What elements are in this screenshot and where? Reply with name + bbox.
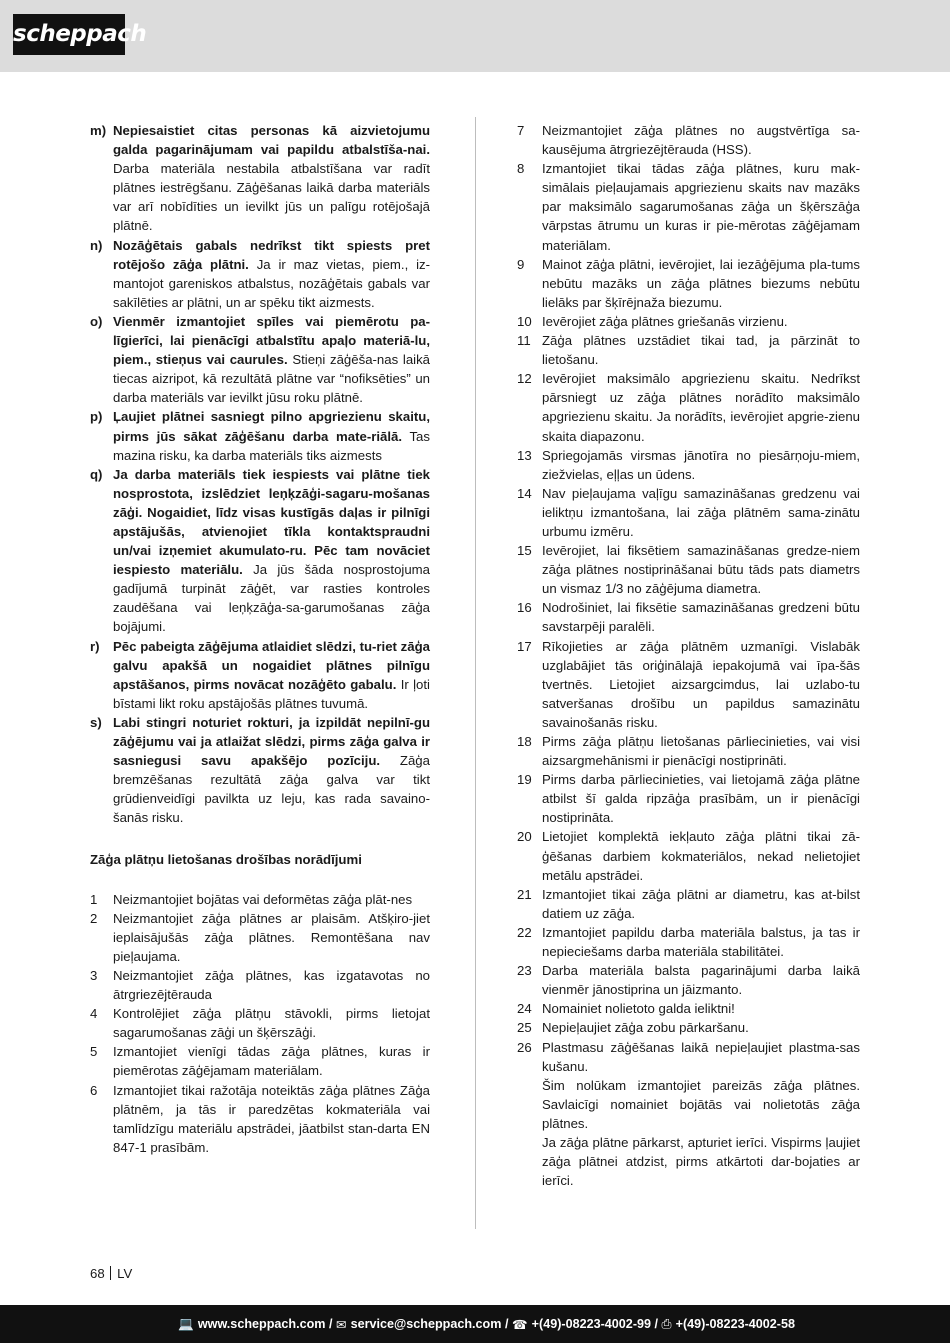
item-marker: o) [90,313,103,329]
item-marker: r) [90,638,100,654]
item-body [542,1018,860,1037]
email-link[interactable]: service@scheppach.com [350,1317,502,1331]
list-item [517,999,860,1018]
item-marker: n) [90,237,103,253]
item-body [542,923,860,961]
numbered-list-left [90,890,430,1157]
header-band [0,0,950,72]
list-item [90,713,430,828]
item-body [113,121,430,236]
item-marker: 14 [517,485,532,501]
item-body [113,713,430,828]
list-item [517,885,860,923]
list-item [517,1038,860,1191]
item-body [542,1038,860,1191]
item-text: Darba materiāla balsta pagarinājumi darba laikā vienmēr jānostiprina un jāizmanto. [542,963,860,998]
list-item [517,1018,860,1037]
item-regular-text: Darba materiāla nestabila atbalstīšana var radīt plātnes iestrēgšanu. Zāģēšanas laikā darba materiāls var arī nobīdīties un ievilkt jūs un palīgu rotējošajā plātnē. [113,161,430,234]
item-marker: 20 [517,829,532,845]
list-item [90,465,430,637]
item-body [542,484,860,541]
item-body [542,159,860,254]
item-marker: 18 [517,734,532,749]
item-text [113,121,430,236]
item-text: Kontrolējiet zāģa plātņu stāvokli, pirms lietojat sagarumošanas zāģi un šķērszāģi. [113,1006,430,1041]
item-marker: m) [90,123,107,138]
page-language: LV [117,1266,133,1281]
item-text: Neizmantojiet zāģa plātnes, kas izgatavotas no ātrgriezējtērauda [113,967,430,1003]
item-text [113,407,430,464]
list-item [517,732,860,770]
item-body [113,637,430,713]
item-bold-text: Ja darba materiāls tiek iespiests vai plātne tiek nosprostota, izslēdziet leņķzāģi-sagaru-mošanas zāģi. Nogaidiet, līdz visas kustīgās daļas ir pilnīgi apstājušās, atvienojiet tīkla kontaktspraudni un/vai izņemiet akumulato-ru. Pēc tam novāciet iespiesto materiālu. [113,466,430,578]
fax-number: +(49)-08223-4002-58 [675,1317,795,1331]
item-text: Izmantojiet papildu darba materiāla balstus, ja tas ir nepieciešams darba materiāla stabilitātei. [542,924,860,960]
phone-number: +(49)-08223-4002-99 [531,1317,652,1331]
item-marker: q) [90,466,103,482]
computer-icon: 💻 [178,1316,194,1331]
item-marker: 22 [517,924,532,940]
item-text [113,465,430,637]
list-item [517,159,860,254]
list-item [517,255,860,312]
alpha-list [90,121,430,827]
item-body [542,331,860,369]
item-marker: 25 [517,1020,532,1036]
item-text: Mainot zāģa plātni, ievērojiet, lai iezāģējuma pla-tums nebūtu mazāks un zāģa plātnes biezums nebūtu lielāks par šķīrējnaža biezumu. [542,256,860,310]
item-body [542,446,860,484]
item-marker: s) [90,714,102,730]
item-text: Spriegojamās virsmas jānotīra no piesārņoju-miem, ziežvielas, eļļas un ūdens. [542,447,860,482]
item-marker: 17 [517,638,532,654]
page-separator [110,1266,112,1280]
item-body [542,255,860,312]
item-body [113,1004,430,1042]
item-body [542,541,860,598]
list-item [517,541,860,598]
item-text [113,312,430,407]
website-link[interactable]: www.scheppach.com [197,1317,326,1331]
item-text: Izmantojiet tikai tādas zāģa plātnes, kuru mak-simālais pieļaujamais apgriezienu skaits nav mazāks par maksimālo sagarumošanas zāģa un šķērszāģa vārpstas ātrumu un kuras ir pie-mērotas zāģējamam materiālam. [542,161,860,253]
item-bold-text: Nepiesaistiet citas personas kā aizvietojumu galda pagarinājumam vai papildu atbalstīša-nai. [113,123,430,158]
item-text: Pirms darba pārliecinieties, vai lietojamā zāģa plātne atbilst šī galda ripzāģa prasībām, un ir pienācīgi nostiprināta. [542,772,860,826]
item-body [542,121,860,159]
contact-separator: / [325,1317,336,1331]
item-body [542,637,860,732]
list-item [517,312,860,331]
item-body [113,966,430,1004]
list-item [90,1081,430,1157]
item-text: Rīkojieties ar zāģa plātnēm uzmanīgi. Vislabāk uzglabājiet tās oriģinālajā iepakojumā vai īpa-šās tvertnēs. Lietojiet aizsargcimdus, lai uzlabo-tu satveršanas drošību un papildus samazinātu savainošanās risku. [542,638,860,730]
item-body [542,961,860,999]
numbered-list-right [517,121,860,1190]
item-bold-text: Vienmēr izmantojiet spīles vai piemērotu pa-līgierīci, lai pienācīgi atbalstītu apaļo materiā-lu, piem., stieņus vai caurules. [113,313,430,368]
item-body [113,465,430,637]
mail-icon: ✉ [336,1317,347,1332]
item-text: Nepieļaujiet zāģa zobu pārkaršanu. [542,1020,749,1036]
list-item [517,961,860,999]
item-bold-text: Pēc pabeigta zāģējuma atlaidiet slēdzi, tu-riet zāģa galvu apakšā un nogaidiet plātnes pilnīgu apstāšanos, pirms novācat nozāģēto gabalu. [113,638,430,692]
item-text: Pirms zāģa plātņu lietošanas pārliecinieties, vai visi aizsargmehānismi ir pienācīgi nostiprināti. [542,734,860,769]
list-item [517,446,860,484]
item-body [542,827,860,884]
item-marker: 21 [517,886,532,902]
item-body [113,909,430,966]
list-item [90,407,430,464]
item-paragraph: Ja zāģa plātne pārkarst, apturiet ierīci. Vispirms ļaujiet zāģa plātnei atdzist, pirms atkārtoti dar-bojaties ar ierīci. [542,1134,860,1189]
item-text [113,637,430,713]
list-item [517,484,860,541]
item-text: Neizmantojiet zāģa plātnes ar plaisām. Atšķiro-jiet ieplaisājušās zāģa plātnes. Remontēšana nav pieļaujama. [113,910,430,964]
item-marker: 3 [90,967,98,983]
column-divider [475,117,476,1229]
page-footer [90,1266,132,1281]
list-item [90,121,430,236]
list-item [517,923,860,961]
item-text: Ievērojiet, lai fiksētiem samazināšanas gredze-niem zāģa plātnes nostiprināšanai būtu tāds pats diametrs un vismaz 1/3 no zāģējuma diametra. [542,543,860,597]
item-body [542,732,860,770]
item-marker: 5 [90,1044,98,1060]
list-item [517,598,860,636]
item-text: Nomainiet nolietoto galda ieliktni! [542,1001,735,1017]
item-body [542,598,860,636]
item-text: Lietojiet komplektā iekļauto zāģa plātni tikai zā-ģēšanas darbiem kokmateriālos, nekad nelietojiet metālu apstrādei. [542,829,860,883]
list-item [517,331,860,369]
item-marker: 12 [517,371,532,387]
item-regular-text: Ja ir maz vietas, piem., iz-mantojot gareniskos atbalstus, nozāģētais gabals var sakīlēties ar plātni, un ar spēku tikt aizmests. [113,256,431,310]
item-body [542,770,860,827]
contact-separator: / [651,1317,662,1331]
item-body [542,885,860,923]
item-regular-text: Ir ļoti bīstami likt roku apstājošās plātnes tuvumā. [113,676,430,711]
item-marker: 1 [90,891,98,907]
item-marker: 26 [517,1039,532,1055]
item-marker: 15 [517,543,532,559]
item-body [113,890,430,909]
item-body [542,999,860,1018]
list-item [90,637,430,713]
item-paragraph: Šim nolūkam izmantojiet pareizās zāģa plātnes. Savlaicīgi nomainiet bojātās vai nolietotās zāģa plātnes. [542,1077,860,1131]
item-body [113,1081,430,1157]
contact-bar [0,1305,950,1343]
item-marker: 6 [90,1082,98,1098]
item-text: Neizmantojiet zāģa plātnes no augstvērtīga sa-kausējuma ātrgriezējtērauda (HSS). [542,123,860,158]
item-text: Izmantojiet tikai ražotāja noteiktās zāģa plātnes Zāģa plātnēm, ja tās ir paredzētas kokmateriāla vai tamlīdzīgu materiālu apstrādei, jāatbilst stan-darta EN 847-1 prasībām. [113,1082,430,1155]
item-body [113,1042,430,1080]
item-body [113,236,430,312]
list-item [517,369,860,445]
item-marker: 23 [517,963,532,979]
item-text: Neizmantojiet bojātas vai deformētas zāģa plāt-nes [113,891,413,907]
item-marker: 4 [90,1006,98,1022]
list-item [90,312,430,407]
item-bold-text: Labi stingri noturiet rokturi, ja izpildāt nepilnī-gu zāģējumu vai ja atlaižat slēdzi, pirms zāģa galva ir sasniegusi savu apakšējo pozīciju. [113,714,430,769]
item-marker: 8 [517,161,525,177]
item-body [542,312,860,331]
item-regular-text: Zāģa bremzēšanas rezultātā zāģa galva var tikt grūdienveidīgi pavilkta uz leju, kas rada savaino-šanās risku. [113,753,430,826]
list-item [517,770,860,827]
list-item [517,637,860,732]
item-body [113,407,430,464]
item-body [113,312,430,407]
item-text: Zāģa plātnes uzstādiet tikai tad, ja pārzināt to lietošanu. [542,333,860,368]
item-regular-text: Tas mazina risku, ka darba materiāls tiks aizmests [113,428,430,463]
phone-icon: ☎ [511,1317,528,1332]
item-marker: p) [90,409,103,425]
item-marker: 24 [517,1001,532,1017]
item-paragraph: Plastmasu zāģēšanas laikā nepieļaujiet plastma-sas kušanu. [542,1039,860,1074]
item-marker: 2 [90,910,98,926]
item-marker: 9 [517,256,525,272]
item-text: Ievērojiet maksimālo apgriezienu skaitu. Nedrīkst pārsniegt uz zāģa plātnes norādīto maksimālo apgriezienu skaitu. Ja norādīts, ievērojiet apgrie-zienu skaita diapazonu. [542,371,860,444]
page-number: 68 [90,1266,105,1281]
item-text: Izmantojiet tikai zāģa plātni ar diametru, kas at-bilst datiem uz zāģa. [542,886,860,921]
item-text: Nav pieļaujama vaļīgu samazināšanas gredzenu vai ieliktņu izmantošana, lai zāģa plātnēm sama-zinātu urbumu izmēru. [542,485,860,539]
item-marker: 19 [517,772,532,788]
item-regular-text: Stieņi zāģēša-nas laikā tiecas aizripot, kā rezultātā plātne var “nofiksēties” un darba materiāls var ievilkt jūsu roku plātnē. [113,352,431,406]
item-text: Nodrošiniet, lai fiksētie samazināšanas gredzeni būtu savstarpēji paralēli. [542,600,860,635]
item-regular-text: Ja jūs šāda nosprostojuma gadījumā turpināt zāģēt, var rasties kontroles zaudēšana vai leņķzāģa-sa-garumošanas zāģa bojājumi. [113,562,430,635]
item-marker: 11 [517,333,531,349]
item-marker: 7 [517,123,525,138]
list-item [90,966,430,1004]
list-item [90,890,430,909]
item-text [113,713,430,828]
list-item [90,1004,430,1042]
item-marker: 10 [517,313,532,329]
item-text: Ievērojiet zāģa plātnes griešanās virzienu. [542,313,788,329]
item-marker: 16 [517,600,532,616]
item-body [542,369,860,445]
list-item [90,909,430,966]
item-text: Izmantojiet vienīgi tādas zāģa plātnes, kuras ir piemērotas zāģējamam materiālam. [113,1044,430,1079]
item-bold-text: Nozāģētais gabals nedrīkst tikt spiests pret rotējošo zāģa plātni. [113,237,430,272]
list-item [90,236,430,312]
item-bold-text: Ļaujiet plātnei sasniegt pilno apgriezienu skaitu, pirms jūs sākat zāģēšanu darba mate-riālā. [113,409,430,444]
item-marker: 13 [517,447,532,463]
contact-separator: / [501,1317,512,1331]
left-column [90,121,430,1157]
fax-icon: ⎙ [661,1316,672,1331]
item-text [113,236,430,312]
section-heading: Zāģa plātņu lietošanas drošības norādījumi [90,852,362,868]
list-item [90,1042,430,1080]
list-item [517,121,860,159]
scheppach-logo: scheppach [13,14,125,55]
right-column [517,121,860,1190]
list-item [517,827,860,884]
